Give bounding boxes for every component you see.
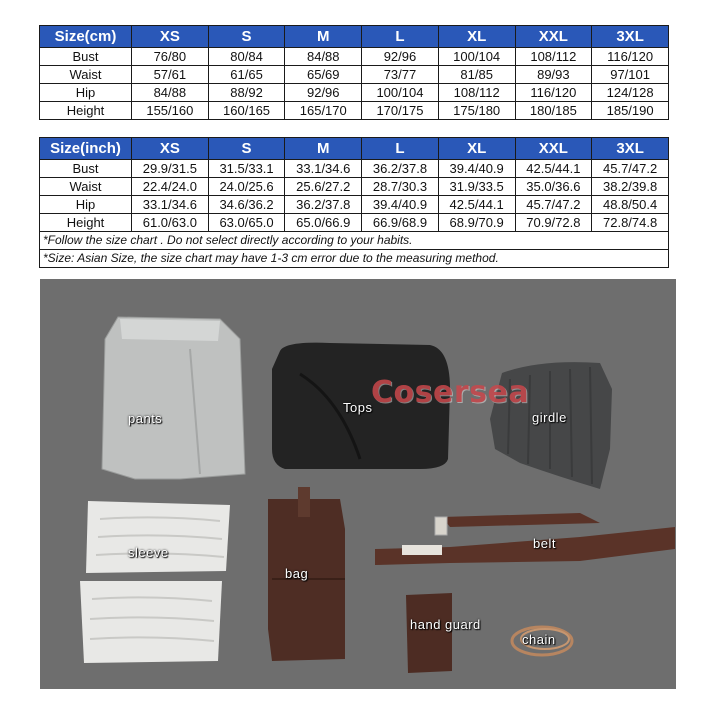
table-row <box>40 178 669 196</box>
header-cell: M <box>285 26 362 48</box>
header-cell: XS <box>132 138 209 160</box>
table-cell: 33.1/34.6 <box>285 160 362 178</box>
table-cell: 116/120 <box>592 48 669 66</box>
table-cell: 25.6/27.2 <box>285 178 362 196</box>
table-cell: 66.9/68.9 <box>362 214 439 232</box>
table-cell: 45.7/47.2 <box>515 196 592 214</box>
table-cell: 48.8/50.4 <box>592 196 669 214</box>
table-cell: 108/112 <box>515 48 592 66</box>
table-cell: 61.0/63.0 <box>132 214 209 232</box>
table-cell: 108/112 <box>438 84 515 102</box>
pants-item <box>102 317 245 479</box>
table-cell: 88/92 <box>208 84 285 102</box>
header-cell: XL <box>438 138 515 160</box>
chain-label: chain <box>522 632 556 647</box>
product-photo <box>40 279 676 689</box>
table-cell: 45.7/47.2 <box>592 160 669 178</box>
table-cell: Bust <box>40 160 132 178</box>
table-cell: 24.0/25.6 <box>208 178 285 196</box>
header-cell: Size(cm) <box>40 26 132 48</box>
table-cell: 36.2/37.8 <box>285 196 362 214</box>
table-cell: 22.4/24.0 <box>132 178 209 196</box>
header-cell: XXL <box>515 26 592 48</box>
table-cell: Hip <box>40 196 132 214</box>
header-cell: Size(inch) <box>40 138 132 160</box>
table-cell: Hip <box>40 84 132 102</box>
hand-guard-item <box>406 593 452 673</box>
table-header-row <box>40 26 669 48</box>
table-row <box>40 84 669 102</box>
table-cell: 33.1/34.6 <box>132 196 209 214</box>
table-cell: 39.4/40.9 <box>438 160 515 178</box>
header-cell: L <box>362 138 439 160</box>
sleeve-label: sleeve <box>128 545 169 560</box>
table-cell: 116/120 <box>515 84 592 102</box>
tops-label: Tops <box>343 400 373 415</box>
sleeve-item-2 <box>80 581 222 663</box>
table-cell: 84/88 <box>285 48 362 66</box>
size-table-inch <box>39 137 669 268</box>
header-cell: S <box>208 138 285 160</box>
table-cell: 76/80 <box>132 48 209 66</box>
table-cell: 65/69 <box>285 66 362 84</box>
table-cell: 175/180 <box>438 102 515 120</box>
table-cell: 100/104 <box>438 48 515 66</box>
table-cell: 180/185 <box>515 102 592 120</box>
table-cell: 81/85 <box>438 66 515 84</box>
table-cell: 31.5/33.1 <box>208 160 285 178</box>
table-cell: 57/61 <box>132 66 209 84</box>
hand-guard-label: hand guard <box>410 617 481 632</box>
table-cell: 68.9/70.9 <box>438 214 515 232</box>
table-cell: 42.5/44.1 <box>515 160 592 178</box>
header-cell: XL <box>438 26 515 48</box>
table-cell: 100/104 <box>362 84 439 102</box>
table-header-row <box>40 138 669 160</box>
table-cell: 70.9/72.8 <box>515 214 592 232</box>
table-row <box>40 214 669 232</box>
table-cell: Height <box>40 214 132 232</box>
table-cell: 31.9/33.5 <box>438 178 515 196</box>
table-row <box>40 196 669 214</box>
table-cell: 38.2/39.8 <box>592 178 669 196</box>
table-cell: 89/93 <box>515 66 592 84</box>
girdle-label: girdle <box>532 410 567 425</box>
header-cell: M <box>285 138 362 160</box>
table-row <box>40 160 669 178</box>
header-cell: S <box>208 26 285 48</box>
table-cell: 84/88 <box>132 84 209 102</box>
table-cell: Waist <box>40 66 132 84</box>
table-cell: 65.0/66.9 <box>285 214 362 232</box>
pants-label: pants <box>128 411 163 426</box>
table-cell: Bust <box>40 48 132 66</box>
table-cell: 63.0/65.0 <box>208 214 285 232</box>
table-cell: 170/175 <box>362 102 439 120</box>
table-cell: 42.5/44.1 <box>438 196 515 214</box>
table-cell: 97/101 <box>592 66 669 84</box>
header-cell: XS <box>132 26 209 48</box>
header-cell: 3XL <box>592 26 669 48</box>
table-cell: 92/96 <box>285 84 362 102</box>
table-row <box>40 102 669 120</box>
table-cell: 72.8/74.8 <box>592 214 669 232</box>
table-cell: 155/160 <box>132 102 209 120</box>
note-row <box>40 250 669 268</box>
size-table-cm <box>39 25 669 120</box>
header-cell: L <box>362 26 439 48</box>
belt-label: belt <box>533 536 556 551</box>
table-cell: 73/77 <box>362 66 439 84</box>
note-row <box>40 232 669 250</box>
header-cell: XXL <box>515 138 592 160</box>
table-cell: 29.9/31.5 <box>132 160 209 178</box>
size-note: *Size: Asian Size, the size chart may have 1-3 cm error due to the measuring method. <box>40 250 669 268</box>
table-row <box>40 48 669 66</box>
size-note: *Follow the size chart . Do not select directly according to your habits. <box>40 232 669 250</box>
table-cell: Waist <box>40 178 132 196</box>
table-cell: 124/128 <box>592 84 669 102</box>
table-cell: 160/165 <box>208 102 285 120</box>
bag-label: bag <box>285 566 309 581</box>
table-cell: 35.0/36.6 <box>515 178 592 196</box>
table-cell: 34.6/36.2 <box>208 196 285 214</box>
table-cell: 36.2/37.8 <box>362 160 439 178</box>
table-cell: 39.4/40.9 <box>362 196 439 214</box>
table-row <box>40 66 669 84</box>
brand-watermark: Cosersea <box>371 375 530 410</box>
table-cell: 92/96 <box>362 48 439 66</box>
table-cell: 61/65 <box>208 66 285 84</box>
table-cell: 80/84 <box>208 48 285 66</box>
table-cell: 165/170 <box>285 102 362 120</box>
table-cell: 28.7/30.3 <box>362 178 439 196</box>
table-cell: Height <box>40 102 132 120</box>
costume-items-illustration <box>40 279 676 689</box>
header-cell: 3XL <box>592 138 669 160</box>
table-cell: 185/190 <box>592 102 669 120</box>
